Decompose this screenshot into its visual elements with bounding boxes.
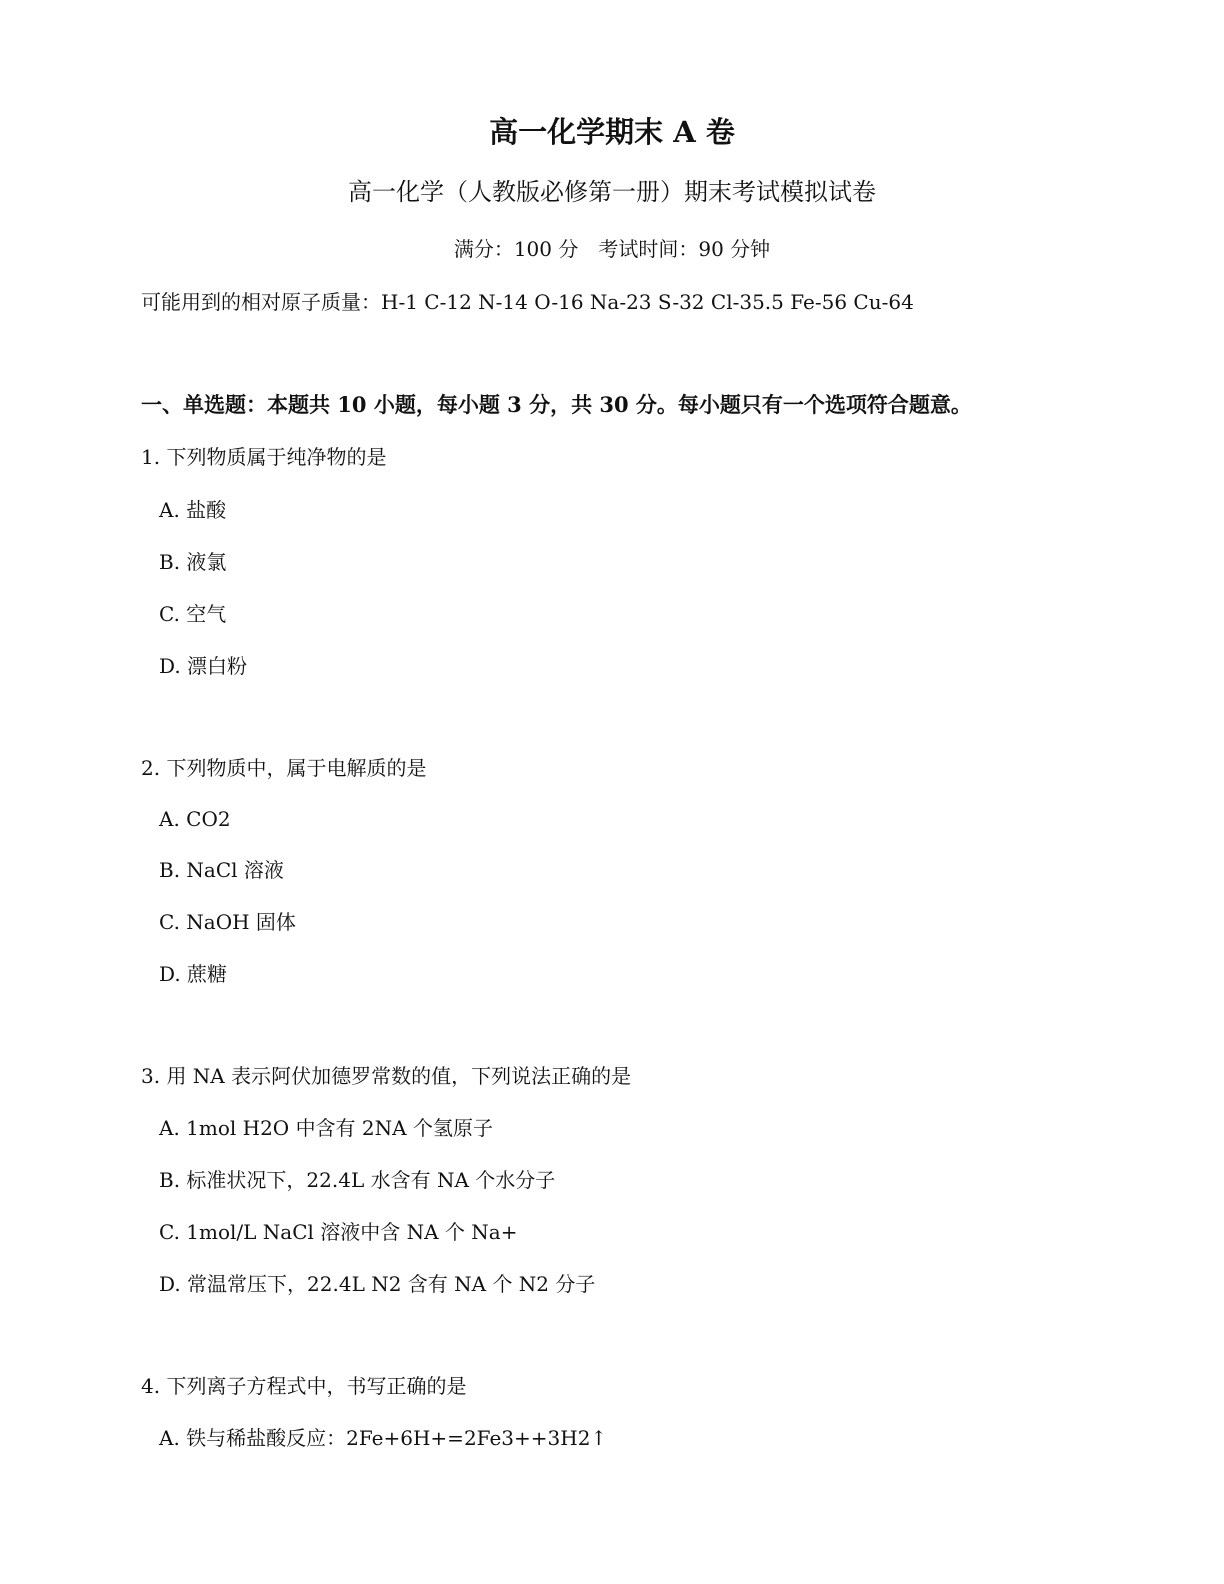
- option-c: C. 空气: [159, 602, 227, 626]
- exam-title: 高一化学期末 A 卷: [489, 115, 735, 149]
- option-d: D. 蔗糖: [159, 962, 228, 986]
- score-and-time: 满分：100 分 考试时间：90 分钟: [453, 237, 771, 261]
- option-d: D. 漂白粉: [159, 654, 248, 678]
- option-c: C. 1mol/L NaCl 溶液中含 NA 个 Na+: [159, 1220, 518, 1244]
- question-stem: 1. 下列物质属于纯净物的是: [141, 445, 387, 469]
- option-b: B. NaCl 溶液: [159, 858, 284, 882]
- option-a: A. 盐酸: [159, 498, 227, 522]
- option-a: A. 1mol H2O 中含有 2NA 个氢原子: [159, 1116, 493, 1140]
- section-heading-single-choice: 一、单选题：本题共 10 小题，每小题 3 分，共 30 分。每小题只有一个选项符合题意。: [141, 392, 972, 417]
- option-d: D. 常温常压下，22.4L N2 含有 NA 个 N2 分子: [159, 1272, 596, 1296]
- option-a: A. CO2: [159, 807, 231, 831]
- question-stem: 2. 下列物质中，属于电解质的是: [141, 756, 427, 780]
- question-stem: 4. 下列离子方程式中，书写正确的是: [141, 1374, 467, 1398]
- option-b: B. 标准状况下，22.4L 水含有 NA 个水分子: [159, 1168, 556, 1192]
- exam-subtitle: 高一化学（人教版必修第一册）期末考试模拟试卷: [348, 178, 876, 206]
- question-stem: 3. 用 NA 表示阿伏加德罗常数的值，下列说法正确的是: [141, 1064, 632, 1088]
- relative-atomic-masses: 可能用到的相对原子质量：H-1 C-12 N-14 O-16 Na-23 S-32 Cl-35.5 Fe-56 Cu-64: [141, 290, 914, 314]
- option-c: C. NaOH 固体: [159, 910, 296, 934]
- option-b: B. 液氯: [159, 550, 227, 574]
- option-a: A. 铁与稀盐酸反应：2Fe+6H+=2Fe3++3H2↑: [159, 1426, 608, 1450]
